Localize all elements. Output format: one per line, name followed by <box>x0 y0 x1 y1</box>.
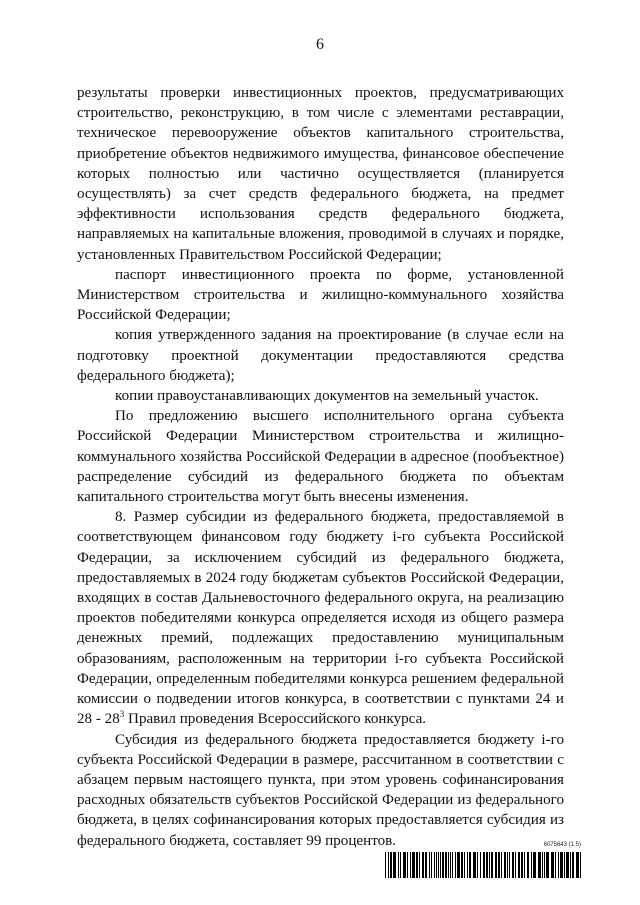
barcode-bar <box>438 852 439 878</box>
barcode-bar <box>512 852 514 878</box>
barcode-bar <box>570 852 571 878</box>
barcode-bar <box>431 852 432 878</box>
barcode-bar <box>407 852 408 878</box>
paragraph-4: копии правоустанавливающих документов на земельный участок. <box>115 388 539 405</box>
barcode-bar <box>412 852 415 878</box>
barcode-bar <box>434 852 435 878</box>
barcode-bar <box>410 852 411 878</box>
barcode-bar <box>507 852 508 878</box>
barcode-bar <box>398 852 399 878</box>
paragraph-6-tail: Правил проведения Всероссийского конкурса. <box>124 711 427 728</box>
barcode-bar <box>440 852 441 878</box>
document-body <box>77 83 564 851</box>
barcode-bar <box>501 852 502 878</box>
barcode-bar <box>560 852 563 878</box>
paragraph-7: Субсидия из федерального бюджета предоставляется бюджету i-го субъекта Российской Федерации в размере, рассчитанном в соответствии с абзацем первым настоящего пункта, при этом уровень софинансирования расходных обязательств субъектов Российской Федерации из федерального бюджета, в целях софинансирования которых предоставляется субсидия из федерального бюджета, составляет 99 процентов. <box>77 731 564 849</box>
barcode-bar <box>518 852 520 878</box>
barcode-bar <box>564 852 565 878</box>
paragraph-3: копия утвержденного задания на проектирование (в случае если на подготовку проектной документации предоставляются средства федерального бюджета); <box>77 327 564 384</box>
barcode-bar <box>495 852 497 878</box>
barcode-bar <box>442 852 444 878</box>
barcode-bar <box>515 852 516 878</box>
barcode-bar <box>546 852 549 878</box>
barcode-bar <box>521 852 523 878</box>
barcode-bar <box>416 852 418 878</box>
barcode-bar <box>486 852 488 878</box>
barcode-bar <box>388 852 389 878</box>
barcode-bar <box>455 852 456 878</box>
barcode-bar <box>551 852 554 878</box>
paragraph-6 <box>77 507 564 729</box>
barcode-bar <box>477 852 478 878</box>
barcode-bar <box>457 852 460 878</box>
barcode-bar <box>469 852 471 878</box>
barcode-bar <box>524 852 525 878</box>
barcode-bar <box>527 852 529 878</box>
barcode-bar <box>467 852 468 878</box>
barcode-bar <box>429 852 430 878</box>
barcode-bar <box>544 852 545 878</box>
barcode-bar <box>445 852 447 878</box>
barcode-bar <box>498 852 500 878</box>
paragraph-5: По предложению высшего исполнительного органа субъекта Российской Федерации Министерством строительства и жилищно-коммунального хозяйства Российской Федерации в адресное (пообъектное) распределение субсидий из федерального бюджета по объектам капитального строительства могут быть внесены изменения. <box>77 408 564 506</box>
barcode-bar <box>403 852 406 878</box>
barcode-bar <box>450 852 451 878</box>
barcode-bar <box>390 852 392 878</box>
paragraph-6-superscript: 3 <box>119 709 125 720</box>
barcode-bar <box>385 852 386 878</box>
page-number: 6 <box>316 36 324 53</box>
barcode-bar <box>542 852 543 878</box>
paragraph-6-text: 8. Размер субсидии из федерального бюджета, предоставляемой в соответствующем финансовом году бюджету i-го субъекта Российской Федерации, за исключением субсидий из федерального бюджета, предоставляемых в 2024 году бюджетам субъектов Российской Федерации, входящих в состав Дальневосточного федерального округа, на реализацию проектов победителями конкурса определяется исходя из общего размера денежных премий, подлежащих предоставлению муниципальным образованиям, расположенным на территории i-го субъекта Российской Федерации, определенным победителями конкурса решением федеральной комиссии о подведении итогов конкурса, в соответствии с пунктами 24 и 28 - 28 <box>77 509 564 728</box>
barcode-bar <box>464 852 465 878</box>
barcode-icon <box>385 852 582 878</box>
barcode-bar <box>480 852 481 878</box>
barcode-bar <box>425 852 427 878</box>
barcode-bar <box>448 852 449 878</box>
barcode-bar <box>576 852 579 878</box>
document-code: 6075643 (1.5) <box>543 842 581 848</box>
barcode-bar <box>461 852 463 878</box>
barcode-bar <box>491 852 493 878</box>
barcode-bar <box>509 852 510 878</box>
barcode-bar <box>400 852 401 878</box>
barcode-bar <box>483 852 485 878</box>
barcode-bar <box>393 852 396 878</box>
barcode-bar <box>436 852 437 878</box>
barcode-bar <box>489 852 490 878</box>
barcode-bar <box>419 852 420 878</box>
barcode-bar <box>452 852 453 878</box>
barcode-bar <box>566 852 569 878</box>
barcode-bar <box>422 852 424 878</box>
paragraph-1: результаты проверки инвестиционных проектов, предусматривающих строительство, реконструкцию, в том числе с элементами реставрации, техническое перевооружение объектов капитального строительства, приобретение объектов недвижимого имущества, финансовое обеспечение которых полностью или частично осуществляется (планируется осуществлять) за счет средств федерального бюджета, на предмет эффективности использования средств федерального бюджета, направляемых на капитальные вложения, проводимой в случаях и порядке, установленных Правительством Российской Федерации; <box>77 85 564 263</box>
barcode-bar <box>558 852 559 878</box>
barcode-bar <box>504 852 506 878</box>
barcode-bar <box>531 852 532 878</box>
barcode-bar <box>572 852 574 878</box>
barcode-bar <box>473 852 476 878</box>
paragraph-2: паспорт инвестиционного проекта по форме, установленной Министерством строительства и жилищно-коммунального хозяйства Российской Федерации; <box>77 266 564 324</box>
barcode-bar <box>538 852 541 878</box>
barcode-bar <box>555 852 556 878</box>
barcode-bar <box>580 852 581 878</box>
barcode-bar <box>533 852 536 878</box>
